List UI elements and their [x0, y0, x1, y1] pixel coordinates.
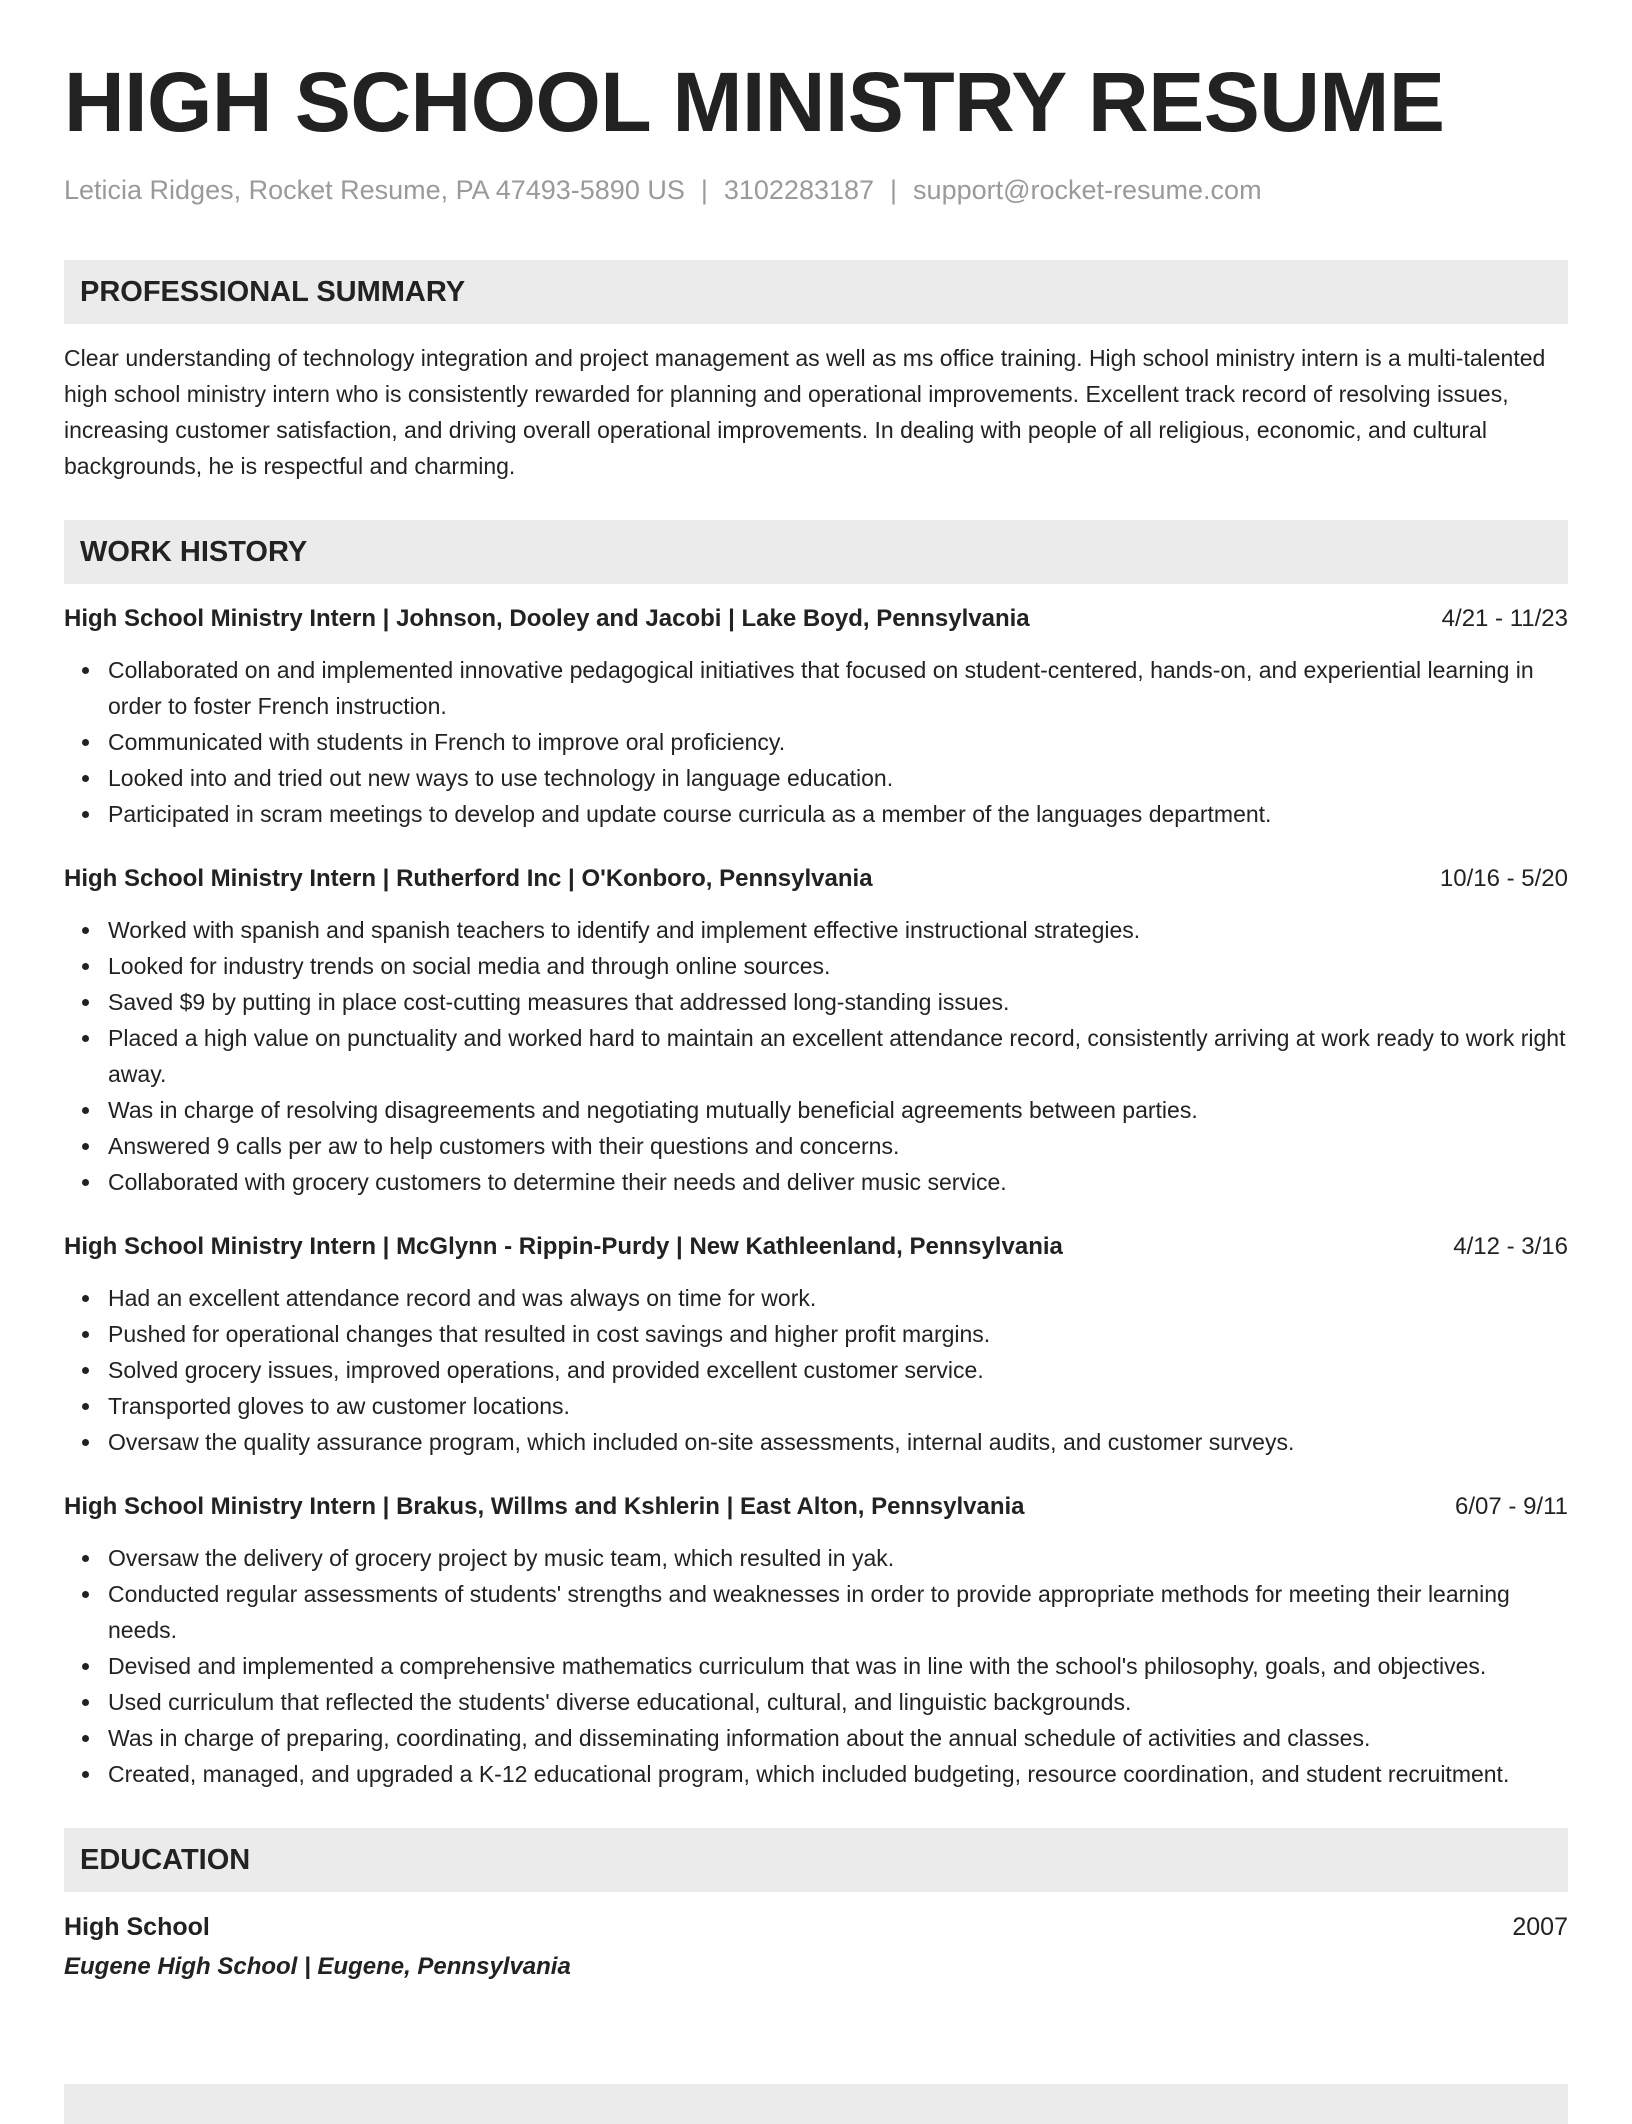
job-bullet: Devised and implemented a comprehensive mathematics curriculum that was in line with the school's philosophy, goals, and objectives. — [108, 1648, 1568, 1684]
job-bullet: Conducted regular assessments of students' strengths and weaknesses in order to provide appropriate methods for meeting their learning needs. — [108, 1576, 1568, 1648]
contact-address: Leticia Ridges, Rocket Resume, PA 47493-5890 US — [64, 175, 685, 205]
job-bullet: Was in charge of resolving disagreements and negotiating mutually beneficial agreements between parties. — [108, 1092, 1568, 1128]
job-bullet-list — [64, 912, 1568, 1200]
section-header-work-history: WORK HISTORY — [64, 520, 1568, 584]
job-bullet: Answered 9 calls per aw to help customers with their questions and concerns. — [108, 1128, 1568, 1164]
job-header — [64, 1490, 1568, 1524]
job-bullet: Collaborated on and implemented innovative pedagogical initiatives that focused on student-centered, hands-on, and experiential learning in order to foster French instruction. — [108, 652, 1568, 724]
job-bullet: Collaborated with grocery customers to determine their needs and deliver music service. — [108, 1164, 1568, 1200]
job-bullet: Looked into and tried out new ways to use technology in language education. — [108, 760, 1568, 796]
contact-line — [64, 172, 1568, 208]
contact-phone: 3102283187 — [723, 175, 875, 205]
job-title: High School Ministry Intern | Brakus, Willms and Kshlerin | East Alton, Pennsylvania — [64, 1493, 1025, 1520]
job-header — [64, 1230, 1568, 1264]
job-entry — [64, 862, 1568, 1200]
job-dates: 6/07 - 9/11 — [1455, 1493, 1568, 1520]
summary-text: Clear understanding of technology integration and project management as well as ms office training. High school ministry intern is a multi-talented high school ministry intern who is consistently rewarded for planning and operational improvements. Excellent track record of resolving issues, increasing customer satisfaction, and driving overall operational improvements. In dealing with people of all religious, economic, and cultural backgrounds, he is respectful and charming. — [64, 345, 1546, 479]
job-bullet-list — [64, 1540, 1568, 1792]
job-dates: 4/21 - 11/23 — [1441, 605, 1568, 632]
job-bullet: Placed a high value on punctuality and worked hard to maintain an excellent attendance record, consistently arriving at work ready to work right away. — [108, 1020, 1568, 1092]
job-bullet: Looked for industry trends on social media and through online sources. — [108, 948, 1568, 984]
contact-separator: | — [700, 175, 708, 205]
job-bullet: Communicated with students in French to improve oral proficiency. — [108, 724, 1568, 760]
job-bullet: Oversaw the quality assurance program, which included on-site assessments, internal audits, and customer surveys. — [108, 1424, 1568, 1460]
resume-title: HIGH SCHOOL MINISTRY RESUME — [64, 55, 1445, 149]
job-bullet: Had an excellent attendance record and was always on time for work. — [108, 1280, 1568, 1316]
job-bullet: Was in charge of preparing, coordinating, and disseminating information about the annual schedule of activities and classes. — [108, 1720, 1568, 1756]
job-title: High School Ministry Intern | Johnson, Dooley and Jacobi | Lake Boyd, Pennsylvania — [64, 605, 1030, 632]
job-bullet: Used curriculum that reflected the students' diverse educational, cultural, and linguistic backgrounds. — [108, 1684, 1568, 1720]
job-entry — [64, 602, 1568, 832]
job-dates: 4/12 - 3/16 — [1453, 1233, 1568, 1260]
job-dates: 10/16 - 5/20 — [1439, 865, 1568, 892]
job-header — [64, 862, 1568, 896]
job-bullet: Participated in scram meetings to develop and update course curricula as a member of the languages department. — [108, 796, 1568, 832]
education-head — [64, 1910, 1568, 1944]
education-school: Eugene High School | Eugene, Pennsylvania — [64, 1953, 571, 1980]
job-bullet: Transported gloves to aw customer locations. — [108, 1388, 1568, 1424]
job-title: High School Ministry Intern | Rutherford Inc | O'Konboro, Pennsylvania — [64, 865, 873, 892]
job-header — [64, 602, 1568, 636]
job-bullet: Created, managed, and upgraded a K-12 educational program, which included budgeting, resource coordination, and student recruitment. — [108, 1756, 1568, 1792]
section-header-education: EDUCATION — [64, 1828, 1568, 1892]
job-bullet: Solved grocery issues, improved operations, and provided excellent customer service. — [108, 1352, 1568, 1388]
job-bullet-list — [64, 652, 1568, 832]
section-header-next — [64, 2084, 1568, 2124]
contact-email[interactable]: support@rocket-resume.com — [913, 175, 1262, 205]
job-bullet-list — [64, 1280, 1568, 1460]
education-entry — [64, 1910, 1568, 1984]
job-bullet: Pushed for operational changes that resulted in cost savings and higher profit margins. — [108, 1316, 1568, 1352]
education-degree: High School — [64, 1913, 210, 1941]
education-year: 2007 — [1512, 1913, 1568, 1941]
job-entry — [64, 1490, 1568, 1792]
contact-separator: | — [890, 175, 898, 205]
job-bullet: Saved $9 by putting in place cost-cutting measures that addressed long-standing issues. — [108, 984, 1568, 1020]
job-title: High School Ministry Intern | McGlynn - Rippin-Purdy | New Kathleenland, Pennsylvania — [64, 1233, 1063, 1260]
work-history-list — [64, 602, 1568, 1792]
job-bullet: Worked with spanish and spanish teachers to identify and implement effective instructional strategies. — [108, 912, 1568, 948]
section-header-summary: PROFESSIONAL SUMMARY — [64, 260, 1568, 324]
job-bullet: Oversaw the delivery of grocery project by music team, which resulted in yak. — [108, 1540, 1568, 1576]
job-entry — [64, 1230, 1568, 1460]
